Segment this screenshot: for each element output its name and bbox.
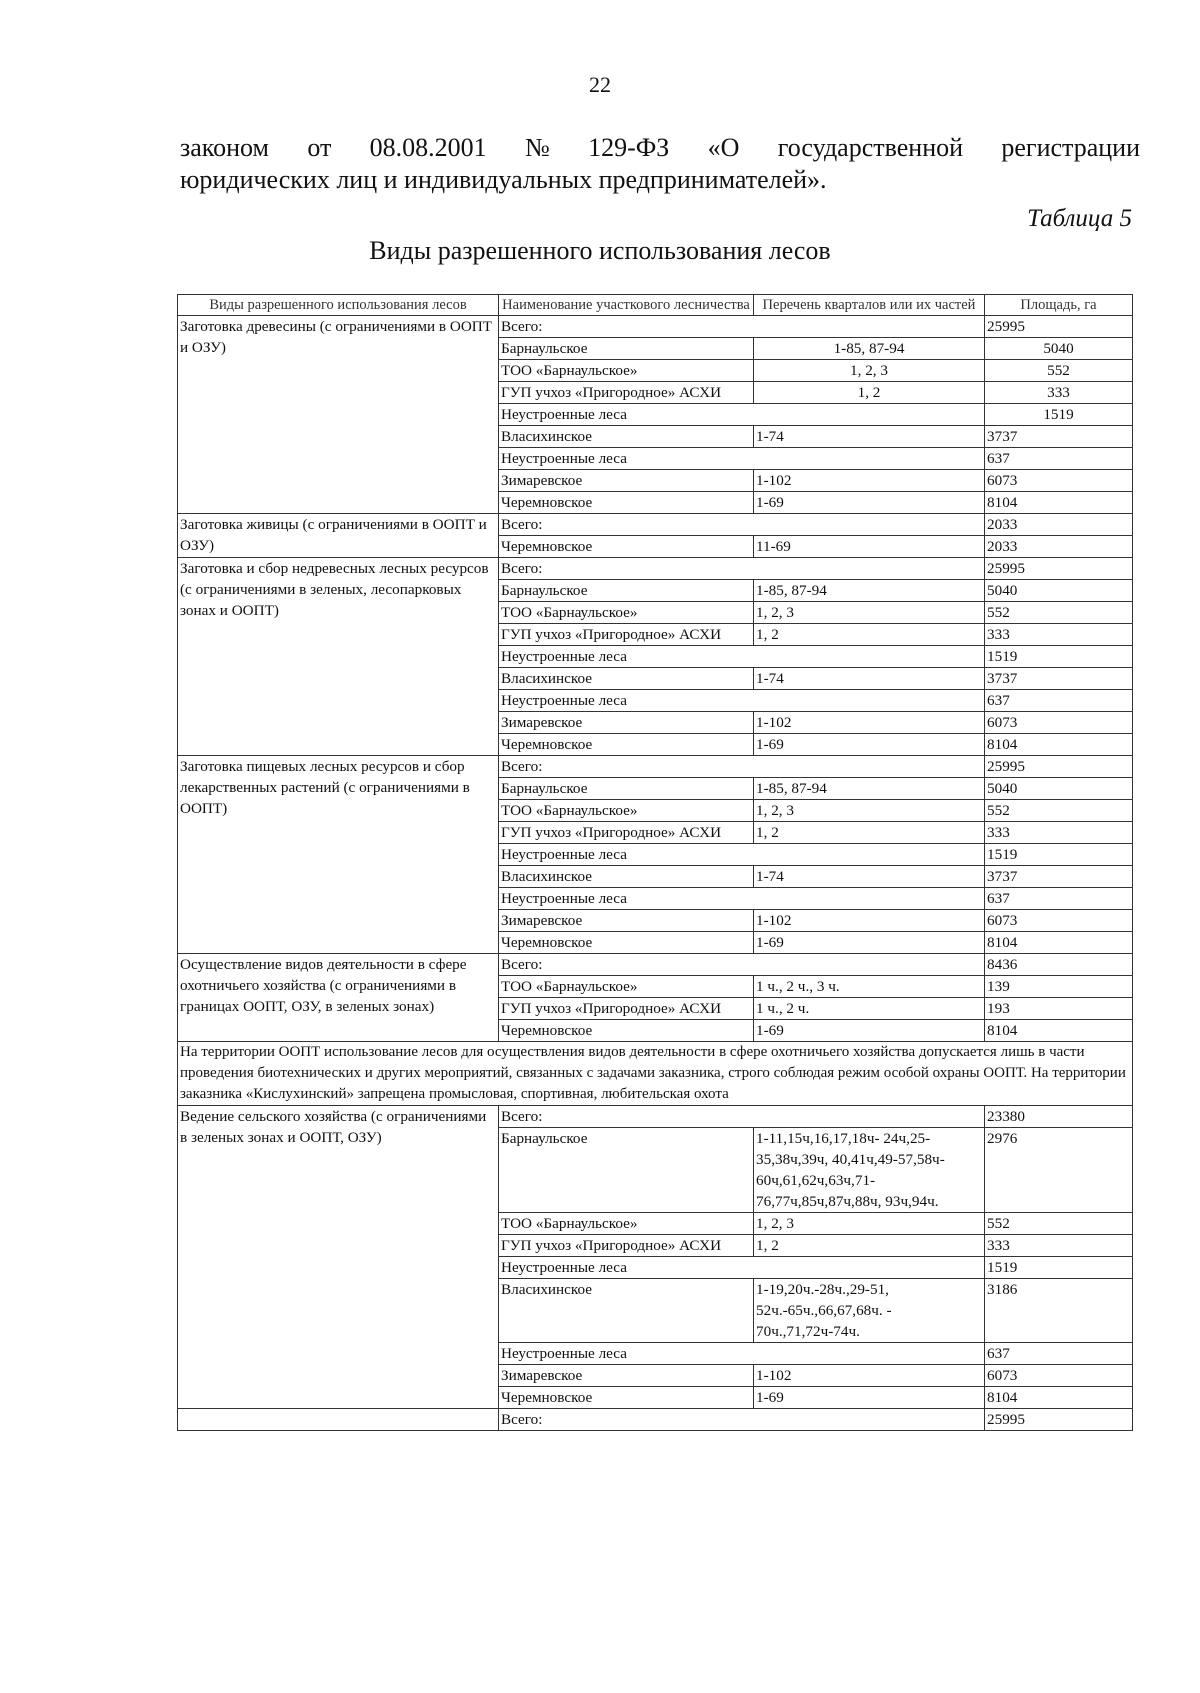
forestry-cell: Черемновское — [499, 1387, 754, 1409]
forestry-cell: Неустроенные леса — [499, 1257, 985, 1279]
forestry-cell: Всего: — [499, 558, 985, 580]
forestry-cell: Всего: — [499, 1106, 985, 1128]
area-cell: 8104 — [985, 492, 1133, 514]
note-cell: На территории ООПТ использование лесов для осуществления видов деятельности в сфере охотничьего хозяйства допускается лишь в части проведения биотехнических и других мероприятий, связанных с задачами заказника, строго соблюдая режим особой охраны ООПТ. На территории заказника «Кислухинский» запрещена промысловая, спортивная, любительская охота — [178, 1042, 1133, 1106]
intro-text — [180, 132, 1140, 196]
table-row — [178, 1042, 1133, 1106]
quarters-cell: 1-74 — [754, 668, 985, 690]
area-cell: 8436 — [985, 954, 1133, 976]
area-cell: 139 — [985, 976, 1133, 998]
area-cell: 23380 — [985, 1106, 1133, 1128]
area-cell: 25995 — [985, 1409, 1133, 1431]
quarters-cell: 1, 2, 3 — [754, 800, 985, 822]
quarters-cell: 1-102 — [754, 712, 985, 734]
forestry-cell: Неустроенные леса — [499, 1343, 985, 1365]
table-row — [178, 1106, 1133, 1128]
area-cell: 637 — [985, 1343, 1133, 1365]
area-cell: 552 — [985, 1213, 1133, 1235]
area-cell: 1519 — [985, 646, 1133, 668]
quarters-cell: 1-69 — [754, 492, 985, 514]
table-row — [178, 514, 1133, 536]
forestry-cell: ГУП учхоз «Пригородное» АСХИ — [499, 382, 754, 404]
page-number: 22 — [589, 72, 611, 97]
forestry-cell: Черемновское — [499, 734, 754, 756]
forestry-cell: ТОО «Барнаульское» — [499, 602, 754, 624]
intro-word: 129-ФЗ — [588, 133, 670, 162]
area-cell: 333 — [985, 1235, 1133, 1257]
intro-word: от — [307, 133, 332, 162]
area-cell: 25995 — [985, 558, 1133, 580]
quarters-cell: 1-69 — [754, 1387, 985, 1409]
forestry-cell: Неустроенные леса — [499, 646, 985, 668]
intro-word: 08.08.2001 — [369, 133, 487, 162]
forestry-cell: Черемновское — [499, 932, 754, 954]
usage-type-cell: Заготовка древесины (с ограничениями в ООПТ и ОЗУ) — [178, 316, 499, 514]
header-cell: Площадь, га — [985, 295, 1133, 316]
quarters-cell: 1-85, 87-94 — [754, 778, 985, 800]
quarters-cell: 1 ч., 2 ч. — [754, 998, 985, 1020]
area-cell: 193 — [985, 998, 1133, 1020]
quarters-cell: 1-69 — [754, 734, 985, 756]
area-cell: 637 — [985, 448, 1133, 470]
area-cell: 637 — [985, 690, 1133, 712]
quarters-cell: 1, 2 — [754, 1235, 985, 1257]
area-cell: 3737 — [985, 426, 1133, 448]
header-cell: Перечень кварталов или их частей — [754, 295, 985, 316]
forestry-cell: Неустроенные леса — [499, 844, 985, 866]
area-cell: 3737 — [985, 668, 1133, 690]
area-cell: 637 — [985, 888, 1133, 910]
forestry-cell: Барнаульское — [499, 580, 754, 602]
forestry-cell: Барнаульское — [499, 1128, 754, 1213]
forestry-cell: ГУП учхоз «Пригородное» АСХИ — [499, 998, 754, 1020]
quarters-cell: 1-102 — [754, 1365, 985, 1387]
usage-type-cell — [178, 1409, 499, 1431]
quarters-cell: 1-102 — [754, 910, 985, 932]
area-cell: 5040 — [985, 338, 1133, 360]
area-cell: 8104 — [985, 932, 1133, 954]
quarters-cell: 1 ч., 2 ч., 3 ч. — [754, 976, 985, 998]
area-cell: 2033 — [985, 514, 1133, 536]
quarters-cell: 1-69 — [754, 932, 985, 954]
quarters-cell: 11-69 — [754, 536, 985, 558]
area-cell: 333 — [985, 624, 1133, 646]
area-cell: 6073 — [985, 910, 1133, 932]
quarters-cell: 1, 2 — [754, 382, 985, 404]
area-cell: 5040 — [985, 778, 1133, 800]
quarters-cell: 1-19,20ч.-28ч.,29-51, 52ч.-65ч.,66,67,68ч. - 70ч.,71,72ч-74ч. — [754, 1279, 985, 1343]
table-row — [178, 756, 1133, 778]
area-cell: 6073 — [985, 1365, 1133, 1387]
forestry-cell: ГУП учхоз «Пригородное» АСХИ — [499, 822, 754, 844]
quarters-cell: 1-11,15ч,16,17,18ч- 24ч,25-35,38ч,39ч, 40,41ч,49-57,58ч- 60ч,61,62ч,63ч,71-76,77ч,85ч,87ч,88ч, 93ч,94ч. — [754, 1128, 985, 1213]
forestry-cell: Всего: — [499, 756, 985, 778]
forestry-cell: Всего: — [499, 954, 985, 976]
header-cell: Наименование участкового лесничества — [499, 295, 754, 316]
forestry-cell: Власихинское — [499, 1279, 754, 1343]
quarters-cell: 1-74 — [754, 426, 985, 448]
forestry-cell: ГУП учхоз «Пригородное» АСХИ — [499, 1235, 754, 1257]
quarters-cell: 1, 2, 3 — [754, 602, 985, 624]
forestry-cell: Барнаульское — [499, 338, 754, 360]
forestry-cell: ГУП учхоз «Пригородное» АСХИ — [499, 624, 754, 646]
area-cell: 3737 — [985, 866, 1133, 888]
forestry-cell: Неустроенные леса — [499, 888, 985, 910]
forestry-cell: ТОО «Барнаульское» — [499, 360, 754, 382]
quarters-cell: 1-69 — [754, 1020, 985, 1042]
intro-word: регистрации — [1001, 133, 1140, 162]
quarters-cell: 1-85, 87-94 — [754, 580, 985, 602]
forestry-cell: ТОО «Барнаульское» — [499, 976, 754, 998]
quarters-cell: 1, 2 — [754, 822, 985, 844]
forestry-cell: Власихинское — [499, 668, 754, 690]
table-title: Виды разрешенного использования лесов — [369, 236, 831, 265]
forestry-cell: Черемновское — [499, 536, 754, 558]
forestry-cell: Зимаревское — [499, 470, 754, 492]
intro-word: законом — [180, 133, 269, 162]
forestry-cell: Черемновское — [499, 492, 754, 514]
intro-line-2: юридических лиц и индивидуальных предпринимателей». — [180, 165, 827, 194]
quarters-cell: 1, 2, 3 — [754, 360, 985, 382]
forestry-cell: ТОО «Барнаульское» — [499, 1213, 754, 1235]
forestry-cell: Неустроенные леса — [499, 690, 985, 712]
forestry-cell: Барнаульское — [499, 778, 754, 800]
area-cell: 25995 — [985, 316, 1133, 338]
table-row — [178, 954, 1133, 976]
usage-type-cell: Осуществление видов деятельности в сфере охотничьего хозяйства (с ограничениями в границах ООПТ, ОЗУ, в зеленых зонах) — [178, 954, 499, 1042]
area-cell: 6073 — [985, 712, 1133, 734]
forestry-cell: Черемновское — [499, 1020, 754, 1042]
forestry-cell: Зимаревское — [499, 1365, 754, 1387]
area-cell: 1519 — [985, 1257, 1133, 1279]
forestry-cell: Неустроенные леса — [499, 404, 985, 426]
forestry-cell: ТОО «Барнаульское» — [499, 800, 754, 822]
area-cell: 552 — [985, 360, 1133, 382]
forestry-cell: Всего: — [499, 316, 985, 338]
area-cell: 1519 — [985, 844, 1133, 866]
intro-line-1 — [180, 132, 1140, 164]
quarters-cell: 1, 2 — [754, 624, 985, 646]
area-cell: 3186 — [985, 1279, 1133, 1343]
area-cell: 25995 — [985, 756, 1133, 778]
forestry-cell: Всего: — [499, 1409, 985, 1431]
forestry-cell: Зимаревское — [499, 910, 754, 932]
area-cell: 2033 — [985, 536, 1133, 558]
forestry-cell: Неустроенные леса — [499, 448, 985, 470]
forestry-cell: Зимаревское — [499, 712, 754, 734]
intro-word: № — [524, 133, 550, 162]
area-cell: 8104 — [985, 1020, 1133, 1042]
table-row — [178, 1409, 1133, 1431]
area-cell: 2976 — [985, 1128, 1133, 1213]
area-cell: 333 — [985, 382, 1133, 404]
usage-type-cell: Заготовка и сбор недревесных лесных ресурсов (с ограничениями в зеленых, лесопарковых зонах и ООПТ) — [178, 558, 499, 756]
forestry-cell: Власихинское — [499, 426, 754, 448]
table-caption: Таблица 5 — [1027, 205, 1132, 232]
area-cell: 1519 — [985, 404, 1133, 426]
area-cell: 552 — [985, 800, 1133, 822]
area-cell: 333 — [985, 822, 1133, 844]
forestry-cell: Власихинское — [499, 866, 754, 888]
intro-word: государственной — [777, 133, 964, 162]
usage-type-cell: Заготовка живицы (с ограничениями в ООПТ и ОЗУ) — [178, 514, 499, 558]
forest-use-table — [177, 294, 1133, 1431]
usage-type-cell: Ведение сельского хозяйства (с ограничениями в зеленых зонах и ООПТ, ОЗУ) — [178, 1106, 499, 1409]
usage-type-cell: Заготовка пищевых лесных ресурсов и сбор лекарственных растений (с ограничениями в ООПТ) — [178, 756, 499, 954]
area-cell: 5040 — [985, 580, 1133, 602]
quarters-cell: 1-102 — [754, 470, 985, 492]
header-row — [178, 295, 1133, 316]
quarters-cell: 1-85, 87-94 — [754, 338, 985, 360]
forestry-cell: Всего: — [499, 514, 985, 536]
header-cell: Виды разрешенного использования лесов — [178, 295, 499, 316]
quarters-cell: 1, 2, 3 — [754, 1213, 985, 1235]
area-cell: 8104 — [985, 734, 1133, 756]
area-cell: 8104 — [985, 1387, 1133, 1409]
table-row — [178, 316, 1133, 338]
quarters-cell: 1-74 — [754, 866, 985, 888]
intro-word: «О — [707, 133, 740, 162]
area-cell: 6073 — [985, 470, 1133, 492]
table-row — [178, 558, 1133, 580]
area-cell: 552 — [985, 602, 1133, 624]
